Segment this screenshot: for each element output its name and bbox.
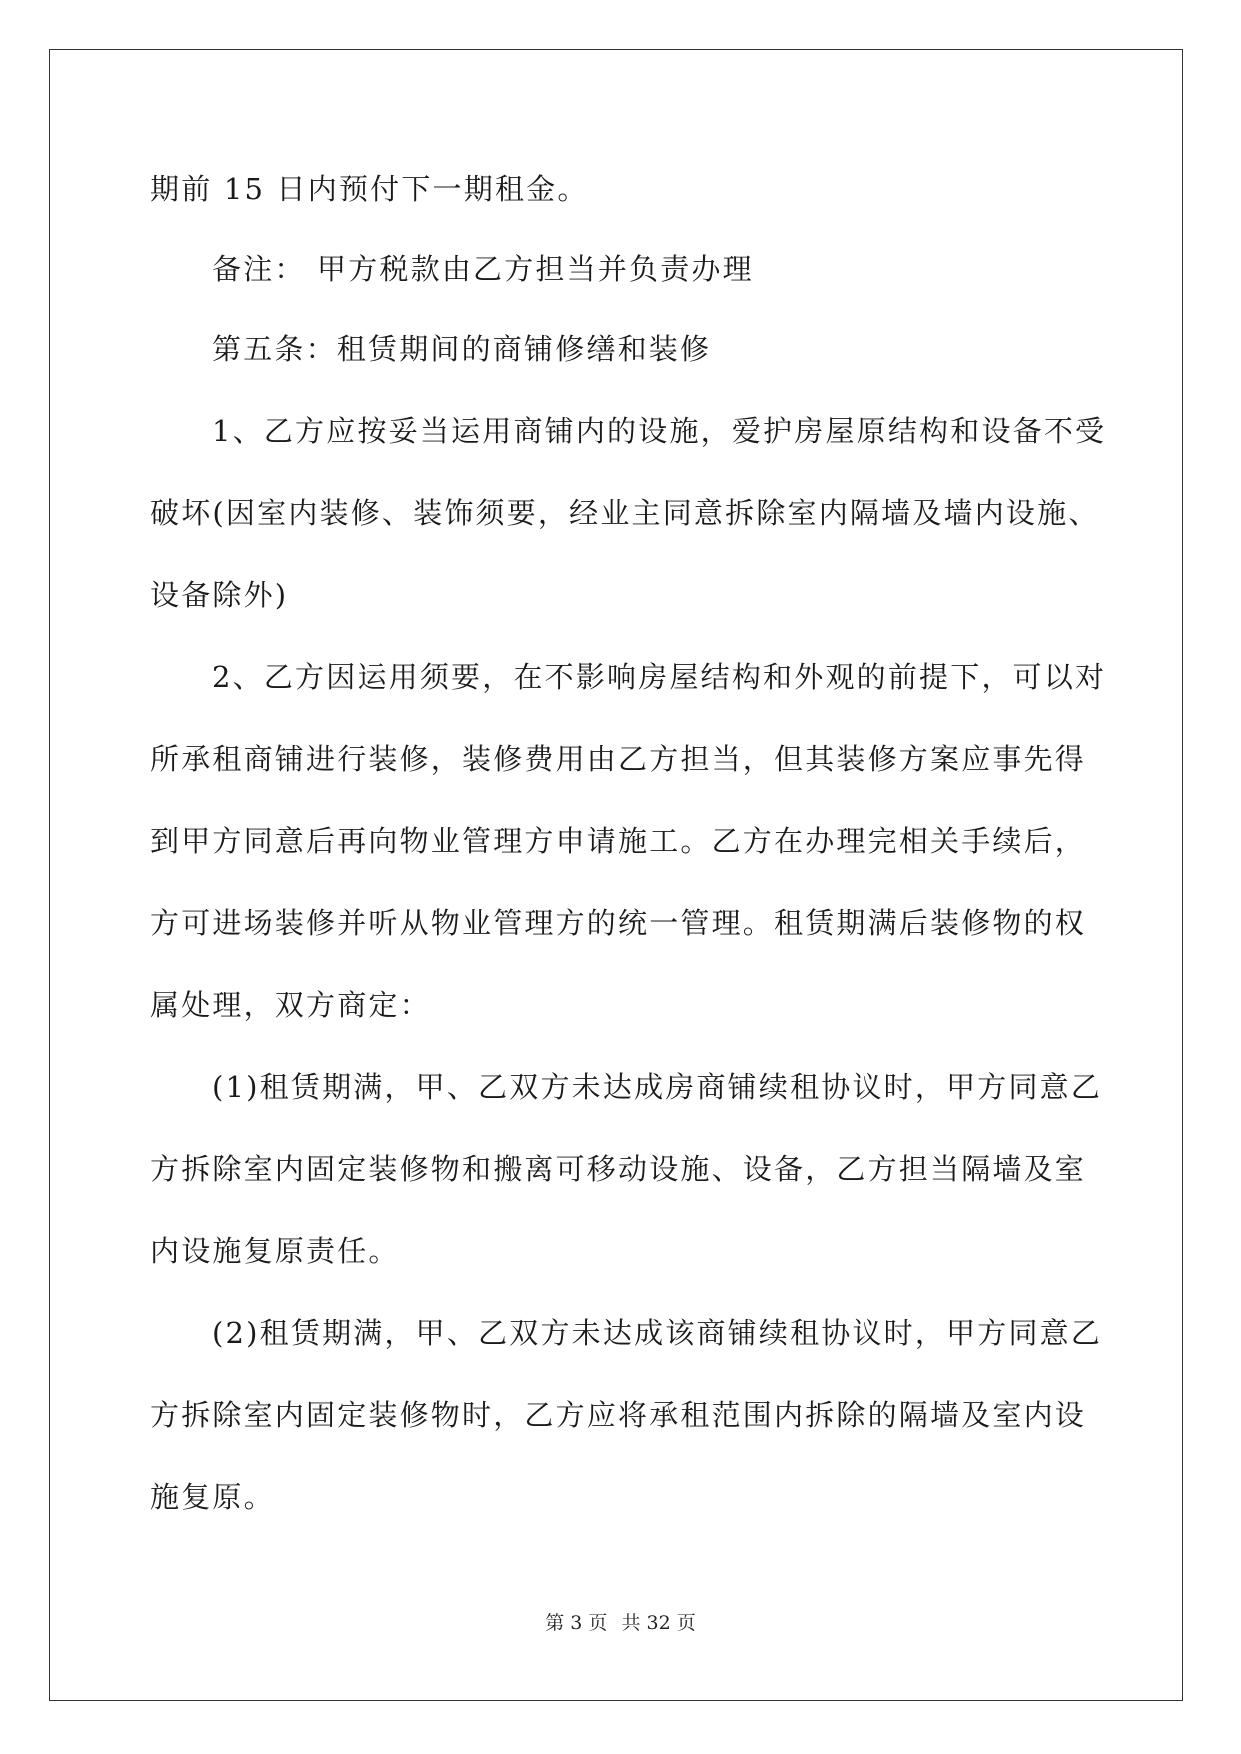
text-line: (1)租赁期满，甲、乙双方未达成房商铺续租协议时，甲方同意乙 [212, 1070, 1103, 1104]
text-line: 设备除外) [150, 578, 289, 612]
text-line: 2、乙方因运用须要，在不影响房屋结构和外观的前提下，可以对 [212, 660, 1107, 694]
page-number: 第 3 页 [545, 1612, 608, 1634]
text-line: 方拆除室内固定装修物时，乙方应将承租范围内拆除的隔墙及室内设 [150, 1398, 1087, 1432]
page-footer [0, 1611, 1241, 1635]
text-line: 所承租商铺进行装修，装修费用由乙方担当，但其装修方案应事先得 [150, 742, 1087, 776]
text-line: 方可进场装修并听从物业管理方的统一管理。租赁期满后装修物的权 [150, 906, 1087, 940]
text-line: 内设施复原责任。 [150, 1234, 400, 1268]
text-line: 第五条：租赁期间的商铺修缮和装修 [212, 332, 712, 366]
text-line: 方拆除室内固定装修物和搬离可移动设施、设备，乙方担当隔墙及室 [150, 1152, 1087, 1186]
page-total: 共 32 页 [621, 1612, 696, 1634]
text-line: 1、乙方应按妥当运用商铺内的设施，爱护房屋原结构和设备不受 [212, 414, 1107, 448]
text-line: 备注： 甲方税款由乙方担当并负责办理 [212, 252, 754, 286]
text-line: 属处理，双方商定： [150, 988, 431, 1022]
text-line: (2)租赁期满，甲、乙双方未达成该商铺续租协议时，甲方同意乙 [212, 1316, 1103, 1350]
page-frame [49, 49, 1183, 1701]
text-line: 到甲方同意后再向物业管理方申请施工。乙方在办理完相关手续后， [150, 824, 1087, 858]
text-line: 破坏(因室内装修、装饰须要，经业主同意拆除室内隔墙及墙内设施、 [150, 496, 1100, 530]
text-line: 施复原。 [150, 1480, 275, 1514]
text-line: 期前 15 日内预付下一期租金。 [150, 172, 589, 206]
